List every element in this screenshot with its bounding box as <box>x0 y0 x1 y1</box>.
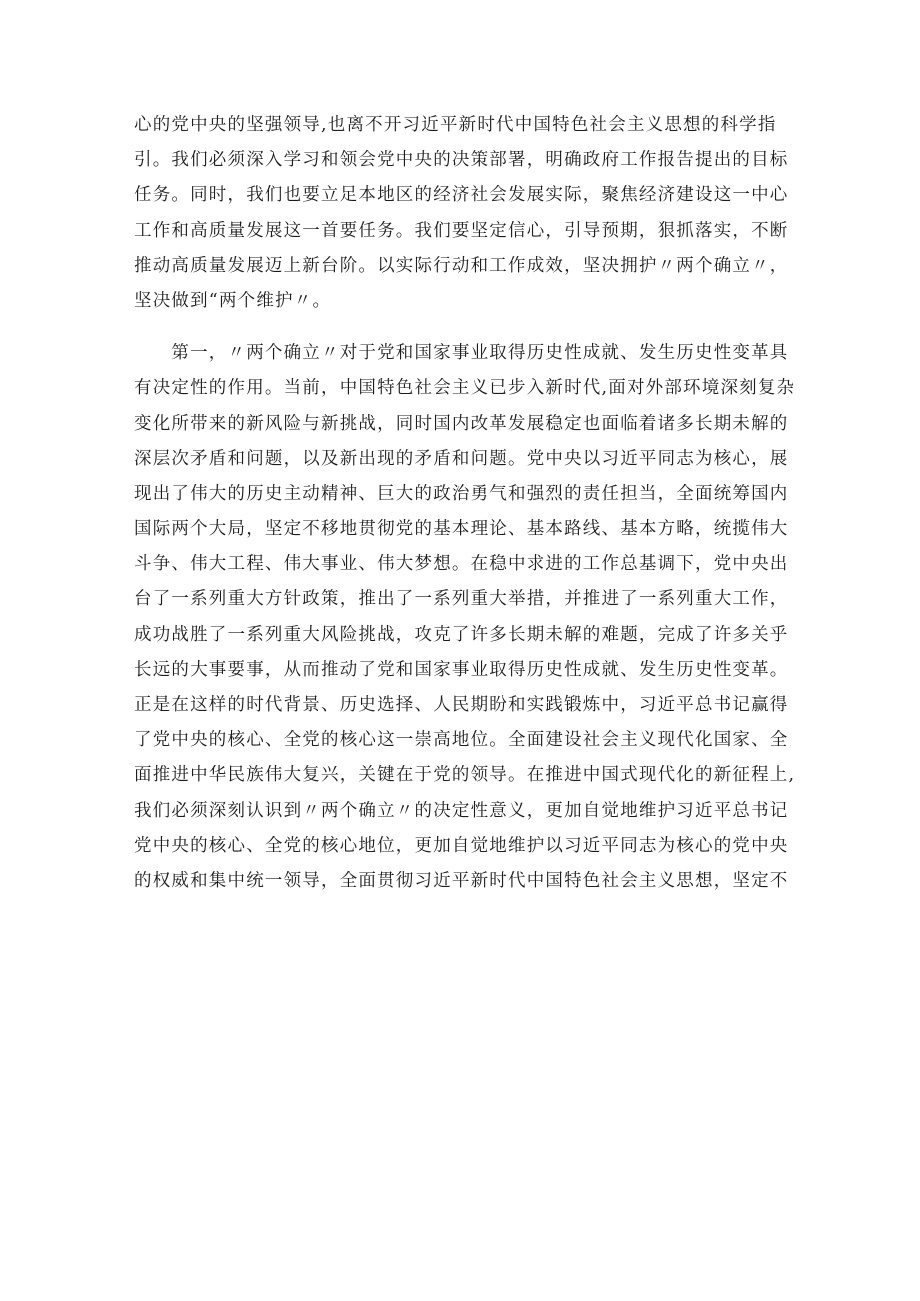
text-line: 工作和高质量发展这一首要任务。我们要坚定信心，引导预期，狠抓落实，不断 <box>134 220 789 241</box>
text-line: 斗争、伟大工程、伟大事业、伟大梦想。在稳中求进的工作总基调下，党中央出 <box>134 554 789 575</box>
text-line: 成功战胜了一系列重大风险挑战，攻克了许多长期未解的难题，完成了许多关乎 <box>134 624 789 645</box>
text-line: 台了一系列重大方针政策，推出了一系列重大举措，并推进了一系列重大工作， <box>134 589 789 610</box>
text-line: 国际两个大局，坚定不移地贯彻党的基本理论、基本路线、基本方略，统揽伟大 <box>134 519 789 540</box>
text-line: 我们必须深刻认识到〃两个确立〃的决定性意义，更加自觉地维护习近平总书记 <box>134 800 789 821</box>
text-line: 推动高质量发展迈上新台阶。以实际行动和工作成效，坚决拥护〃两个确立〃， <box>134 255 789 276</box>
paragraph-1 <box>134 108 804 319</box>
text-line: 任务。同时，我们也要立足本地区的经济社会发展实际，聚焦经济建设这一中心 <box>134 185 789 206</box>
text-line: 心的党中央的坚强领导,也离不开习近平新时代中国特色社会主义思想的科学指 <box>134 115 777 135</box>
text-line: 坚决做到“两个维护〃。 <box>134 290 332 311</box>
text-line: 有决定性的作用。当前，中国特色社会主义已步入新时代,面对外部环境深刻复杂 <box>134 378 796 399</box>
text-line: 引。我们必须深入学习和领会党中央的决策部署，明确政府工作报告提出的目标 <box>134 150 789 171</box>
text-line: 长远的大事要事，从而推动了党和国家事业取得历史性成就、发生历史性变革。 <box>134 659 789 680</box>
text-line: 现出了伟大的历史主动精神、巨大的政治勇气和强烈的责任担当，全面统筹国内 <box>134 483 789 504</box>
document-body <box>134 108 804 916</box>
text-line: 的权威和集中统一领导，全面贯彻习近平新时代中国特色社会主义思想，坚定不 <box>134 870 789 891</box>
text-line: 第一，〃两个确立〃对于党和国家事业取得历史性成就、发生历史性变革具 <box>134 343 789 364</box>
text-line: 党中央的核心、全党的核心地位，更加自觉地维护以习近平同志为核心的党中央 <box>134 835 789 856</box>
text-line: 正是在这样的时代背景、历史选择、人民期盼和实践锻炼中，习近平总书记赢得 <box>134 695 789 715</box>
text-line: 变化所带来的新风险与新挑战，同时国内改革发展稳定也面临着诸多长期未解的 <box>134 413 789 434</box>
paragraph-2 <box>134 336 804 899</box>
text-line: 面推进中华民族伟大复兴，关键在于党的领导。在推进中国式现代化的新征程上, <box>134 765 796 786</box>
text-line: 了党中央的核心、全党的核心这一崇高地位。全面建设社会主义现代化国家、全 <box>134 730 789 751</box>
text-line: 深层次矛盾和问题，以及新出现的矛盾和问题。党中央以习近平同志为核心，展 <box>134 448 789 469</box>
